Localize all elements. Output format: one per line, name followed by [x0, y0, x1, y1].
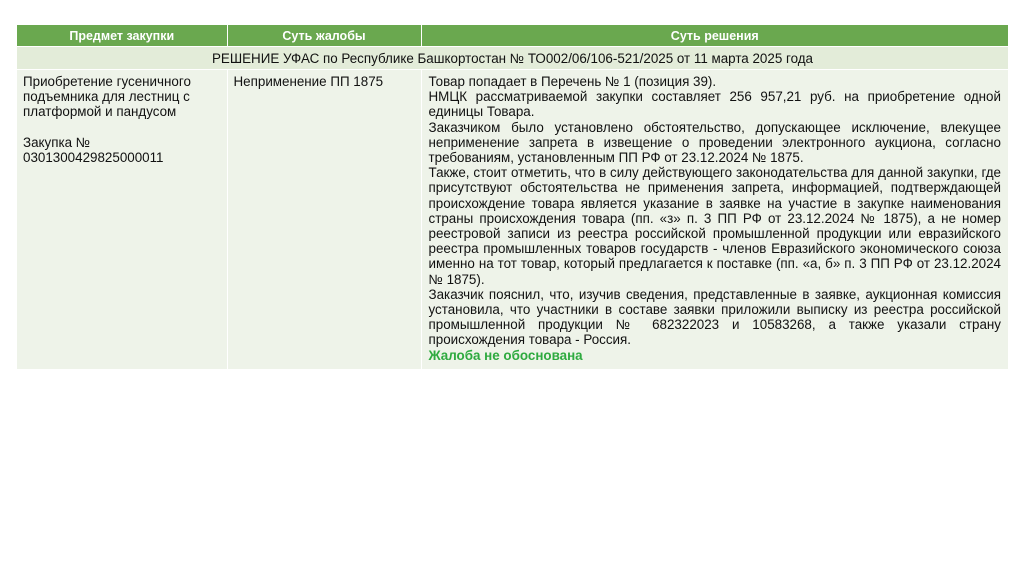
table-row	[17, 70, 1008, 369]
decision-paragraph: Заказчик пояснил, что, изучив сведения, представленные в заявке, аукционная комиссия установила, что участники в составе заявки приложили выписку из реестра российской промышленной продукции № 682322023 и 10583268, а также указали страну происхождения товара - Россия.	[428, 286, 1001, 348]
decision-paragraph: Товар попадает в Перечень № 1 (позиция 39).	[428, 74, 717, 89]
decision-paragraph: Также, стоит отметить, что в силу действующего законодательства для данной закупки, где присутствуют обстоятельства не применения запрета, информацией, подтверждающей происхождение товара является указание в заявке на участие в закупке наименования страны происхождения товара (пп. «з» п. 3 ПП РФ от 23.12.2024 № 1875), а не номер реестровой записи из реестра российской промышленной продукции или евразийского реестра промышленных товаров государств - членов Евразийского экономического союза именно на тот товар, который предлагается к поставке (пп. «а, б» п. 3 ПП РФ от 23.12.2024 № 1875).	[428, 165, 1001, 287]
complaint-text: Неприменение ПП 1875	[233, 74, 384, 89]
subject-cell	[17, 70, 227, 369]
header-subject: Предмет закупки	[17, 25, 227, 47]
decision-banner: РЕШЕНИЕ УФАС по Республике Башкортостан № ТО002/06/106-521/2025 от 11 марта 2025 года	[17, 47, 1008, 70]
decision-paragraph: Заказчиком было установлено обстоятельство, допускающее исключение, влекущее неприменение запрета в извещение о проведении электронного аукциона, согласно требованиям, установленным ПП РФ от 23.12.2024 № 1875.	[428, 119, 1001, 166]
decision-banner-row	[17, 47, 1008, 70]
decision-cell	[421, 70, 1008, 369]
complaint-cell	[227, 70, 421, 369]
subject-text: Приобретение гусеничного подъемника для лестниц с платформой и пандусом	[23, 74, 191, 120]
purchase-number: 0301300429825000011	[23, 149, 164, 165]
complaints-table	[17, 25, 1008, 369]
purchase-label: Закупка №	[23, 134, 91, 150]
table-header-row	[17, 25, 1008, 47]
header-decision: Суть решения	[421, 25, 1008, 47]
decision-paragraph: НМЦК рассматриваемой закупки составляет 256 957,21 руб. на приобретение одной единицы Товара.	[428, 89, 1001, 120]
header-complaint: Суть жалобы	[227, 25, 421, 47]
verdict-text: Жалоба не обоснована	[428, 347, 583, 363]
